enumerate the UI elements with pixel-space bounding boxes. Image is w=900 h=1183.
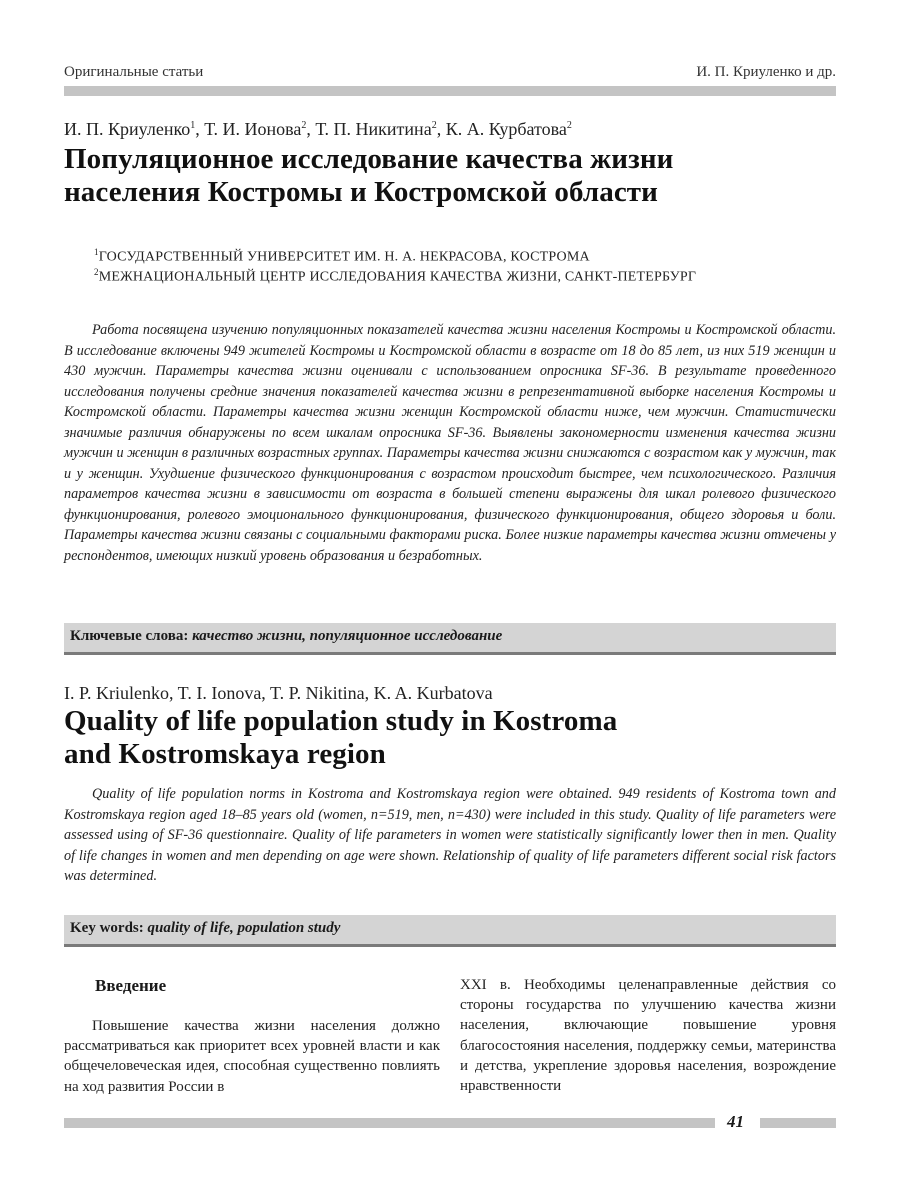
header-rule [64, 86, 836, 96]
affiliation-2: $^2$МЕЖНАЦИОНАЛЬНЫЙ ЦЕНТР ИССЛЕДОВАНИЯ КАЧЕСТВА ЖИЗНИ, САНКТ-ПЕТЕРБУРГ [94, 267, 697, 285]
en-keywords-bar [64, 915, 836, 947]
en-title-line: and Kostromskaya region [64, 738, 386, 770]
en-keywords-label: Key words: [70, 920, 144, 936]
ru-authors [64, 119, 572, 140]
ru-abstract: Работа посвящена изучению популяционных показателей качества жизни населения Костромы и Костромской области. В исследование включены 949 жителей Костромы и Костромской области в возрасте от 18 до 85 лет, из них 519 женщин и 430 мужчин. Параметры качества жизни оценивали с использованием опросника SF-36. В результате проведенного исследования получены средние значения показателей качества жизни в репрезентативной выборке населения Костромы и Костромской области. Параметры качества жизни женщин Костромской области ниже, чем мужчин. Статистически значимые различия обнаружены по всем шкалам опросника SF-36. Выявлены закономерности изменения качества жизни мужчин и женщин в различных возрастных группах. Параметры качества жизни снижаются с возрастом как у мужчин, так и у женщин. Ухудшение физического функционирования с возрастом происходит быстрее, чем психологического. Различия параметров качества жизни в зависимости от возраста в большей степени выражены для шкал ролевого физического функционирования, ролевого эмоционального функционирования, физического функционирования, общего здоровья и боли. Параметры качества жизни связаны с социальными факторами риска. Более низкие параметры качества жизни отмечены у респондентов, имеющих низкий уровень образования и безработных. [64, 322, 836, 564]
footer-rule [760, 1118, 836, 1128]
section-title: Введение [95, 976, 167, 995]
running-header-authors: И. П. Криуленко и др. [696, 64, 836, 80]
en-title [64, 705, 844, 771]
en-title-line: Quality of life population study in Kostroma [64, 705, 618, 737]
ru-author: Т. П. Никитина$^2$, [315, 119, 446, 139]
body-left-column: Повышение качества жизни населения должно рассматриваться как приоритет всех уровней власти и как общечеловеческая идея, способная существенно повлиять на ход развития России в [64, 1018, 440, 1095]
en-abstract: Quality of life population norms in Kostroma and Kostromskaya region were obtained. 949 residents of Kostroma town and Kostromskaya region aged 18–85 years old (women, n=519, men, n=430) were included in this study. Quality of life parameters were assessed using of SF-36 questionnaire. Quality of life parameters in women were statistically significantly lower then in men. Quality of life changes in women and men depending on age were shown. Relationship of quality of life parameters different social risk factors was determined. [64, 786, 836, 884]
ru-keywords: качество жизни, популяционное исследование [192, 628, 503, 644]
en-keywords: quality of life, population study [147, 920, 341, 936]
en-authors: I. P. Kriulenko, T. I. Ionova, T. P. Nikitina, K. A. Kurbatova [64, 683, 493, 703]
body-right-column: XXI в. Необходимы целенаправленные действия со стороны государства по улучшению качества жизни населения, включающие повышение уровня благосостояния населения, поддержку семьи, материнства и детства, укрепление здоровья населения, возрождение нравственности [460, 977, 836, 1095]
ru-keywords-bar [64, 623, 836, 655]
ru-author: Т. И. Ионова$^2$, [204, 119, 316, 139]
page-number: 41 [727, 1112, 744, 1131]
ru-title [64, 143, 844, 209]
ru-author: И. П. Криуленко$^1$, [64, 119, 205, 139]
affiliation-1: $^1$ГОСУДАРСТВЕННЫЙ УНИВЕРСИТЕТ ИМ. Н. А. НЕКРАСОВА, КОСТРОМА [94, 247, 590, 265]
footer-rule [64, 1118, 715, 1128]
ru-author: К. А. Курбатова$^2$ [445, 119, 572, 139]
ru-title-line: населения Костромы и Костромской области [64, 176, 658, 208]
running-header-section: Оригинальные статьи [64, 64, 204, 80]
ru-keywords-label: Ключевые слова: [70, 628, 189, 644]
ru-title-line: Популяционное исследование качества жизни [64, 143, 674, 175]
